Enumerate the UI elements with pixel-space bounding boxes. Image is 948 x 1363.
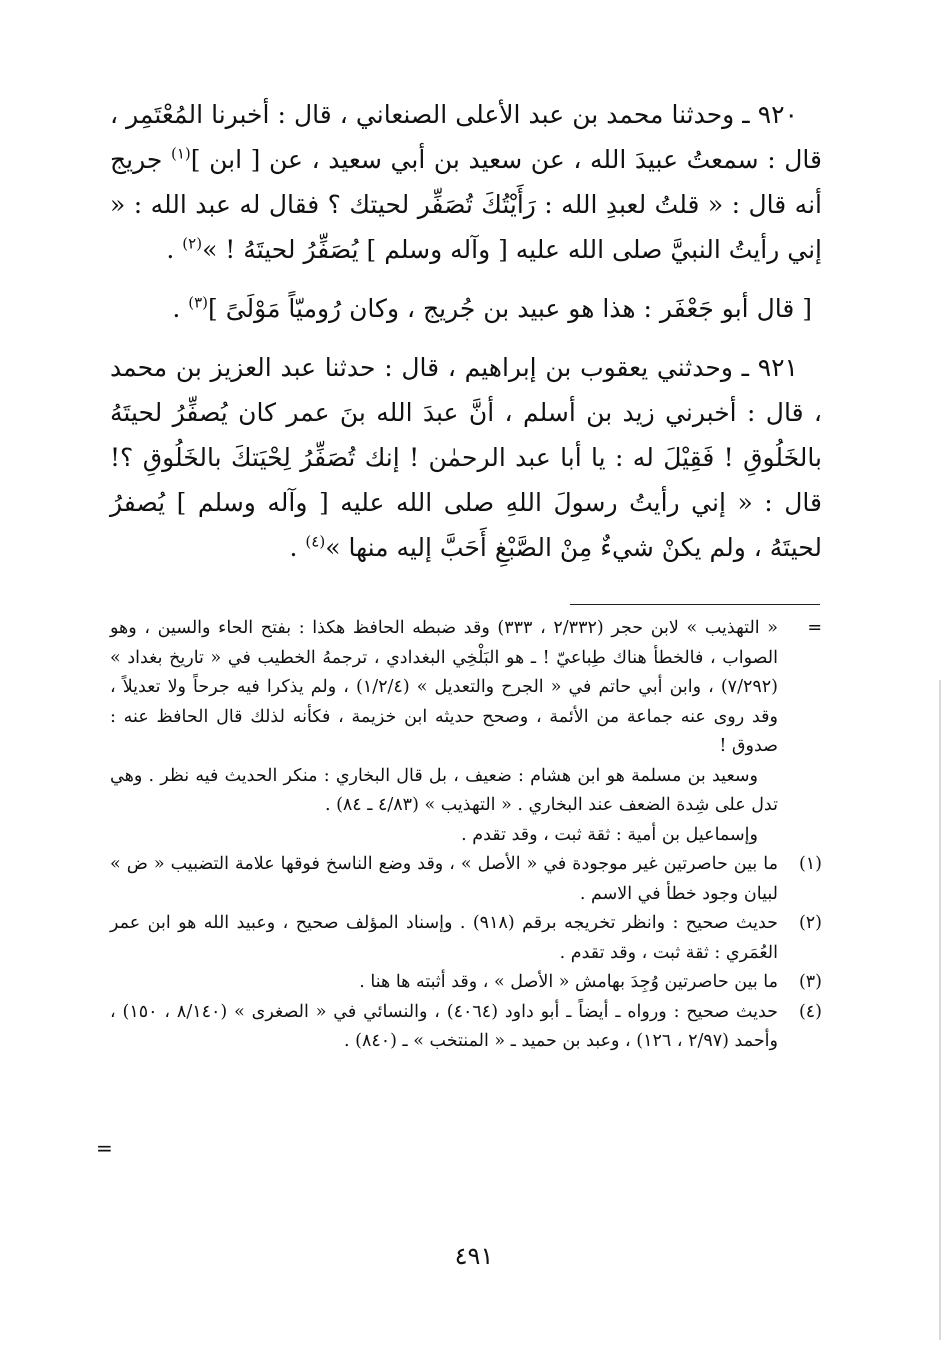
footnote-ref-2: (٢) — [182, 234, 203, 253]
continuation-mark: = — [807, 618, 822, 638]
hadith-920-text: ٩٢٠ ـ وحدثنا محمد بن عبد الأعلى الصنعاني ، قال : أخبرنا المُعْتَمِر ، قال : سمعتُ عبيدَ الله ، عن سعيد بن أبي سعيد ، عن [ ابن ] — [110, 100, 822, 174]
hadith-921-end: . — [289, 533, 306, 562]
hadith-920-text-cont: جريج أنه قال : « قلتُ لعبدِ الله : رَأَيْتُكَ تُصَفِّر لحيتك ؟ فقال له عبد الله : « إني رأيتُ النبيَّ صلى الله عليه [ وآله وسلم ] يُصَفِّرُ لحيتَهُ ! » — [110, 145, 822, 264]
footnote-continuation-2: وسعيد بن مسلمة هو ابن هشام : ضعيف ، بل قال البخاري : منكر الحديث فيه نظر . وهي تدل على شِدة الضعف عند البخاري . « التهذيب » (٤/٨٣ ـ ٨٤) . — [110, 765, 778, 815]
footnote-2-text: حديث صحيح : وانظر تخريجه برقم (٩١٨) . وإسناد المؤلف صحيح ، وعبيد الله هو ابن عمر العُمَري : ثقة ثبت ، وقد تقدم . — [110, 913, 778, 963]
footnote-4-text: حديث صحيح : ورواه ـ أيضاً ـ أبو داود (٤٠٦٤) ، والنسائي في « الصغرى » (٨/١٤٠ ، ١٥٠) ، وأحمد (٢/٩٧ ، ١٢٦) ، وعبد بن حميد ـ « المنتخب » ـ (٨٤٠) . — [110, 1001, 778, 1051]
editor-note-text: [ قال أبو جَعْفَر : هذا هو عبيد بن جُريج ، وكان رُوميّاً مَوْلَىً ] — [208, 294, 812, 323]
footnote-continuation-text-1: « التهذيب » لابن حجر (٢/٣٣٢ ، ٣٣٣) وقد ضبطه الحافظ هكذا : بفتح الحاء والسين ، وهو الصواب ، فالخطأ هناك طِباعيّ ! ـ هو البَلْخِي البغدادي ، ترجمهُ الخطيب في « تاريخ بغداد » (٧/٢٩٢) ، وابن أبي حاتم في « الجرح والتعديل » (١/٢/٤) ، ولم يذكرا فيه جرحاً ولا تعديلاً ، وقد روى عنه جماعة من الأئمة ، وصحح حديثه ابن خزيمة ، فكأنه لذلك قال الحافظ عنه : صدوق ! — [110, 618, 778, 756]
footnote-2-number: (٢) — [798, 913, 822, 933]
scan-edge — [939, 680, 941, 1340]
footnote-3-number: (٣) — [798, 972, 822, 992]
footnote-1 — [110, 850, 822, 909]
hadith-920-end: . — [166, 235, 183, 264]
continuation-end-mark: = — [96, 1136, 113, 1160]
footnote-ref-3: (٣) — [188, 293, 209, 312]
footnote-continuation-1 — [110, 614, 822, 762]
hadith-921-text: ٩٢١ ـ وحدثني يعقوب بن إبراهيم ، قال : حدثنا عبد العزيز بن محمد ، قال : أخبرني زيد بن أسلم ، أنَّ عبدَ الله بنَ عمر كان يُصفِّرُ لحيتَهُ بالخَلُوقِ ! فَقِيْلَ له : يا أبا عبد الرحمٰن ! إنك تُصَفِّرُ لِحْيَتكَ بالخَلُوقِ ؟! قال : « إني رأيتُ رسولَ اللهِ صلى الله عليه [ وآله وسلم ] يُصفرُ لحيتَهُ ، ولم يكنْ شيءٌ مِنْ الصَّبْغِ أَحَبَّ إليه منها » — [110, 353, 822, 562]
editor-note-end: . — [172, 294, 189, 323]
main-text — [110, 92, 822, 584]
footnote-ref-4: (٤) — [305, 532, 326, 551]
footnote-continuation-3: وإسماعيل بن أمية : ثقة ثبت ، وقد تقدم . — [461, 824, 758, 845]
footnotes — [110, 614, 822, 1057]
editor-note — [110, 286, 822, 331]
page-number: ٤٩١ — [454, 1242, 494, 1270]
hadith-921 — [110, 345, 822, 570]
footnote-3-text: ما بين حاصرتين وُجِدَ بهامش « الأصل » ، وقد أثبته ها هنا . — [359, 972, 778, 992]
footnote-ref-1: (١) — [170, 144, 191, 163]
footnote-1-number: (١) — [798, 854, 822, 874]
footnote-continuation — [110, 614, 822, 850]
footnote-4 — [110, 998, 822, 1057]
hadith-920 — [110, 92, 822, 272]
footnote-separator — [570, 604, 820, 605]
footnote-3 — [110, 968, 822, 998]
footnote-1-text: ما بين حاصرتين غير موجودة في « الأصل » ، وقد وضع الناسخ فوقها علامة التضبيب « ض » لبيان وجود خطأ في الاسم . — [110, 854, 778, 904]
footnote-4-number: (٤) — [798, 1001, 822, 1022]
footnote-2 — [110, 909, 822, 968]
